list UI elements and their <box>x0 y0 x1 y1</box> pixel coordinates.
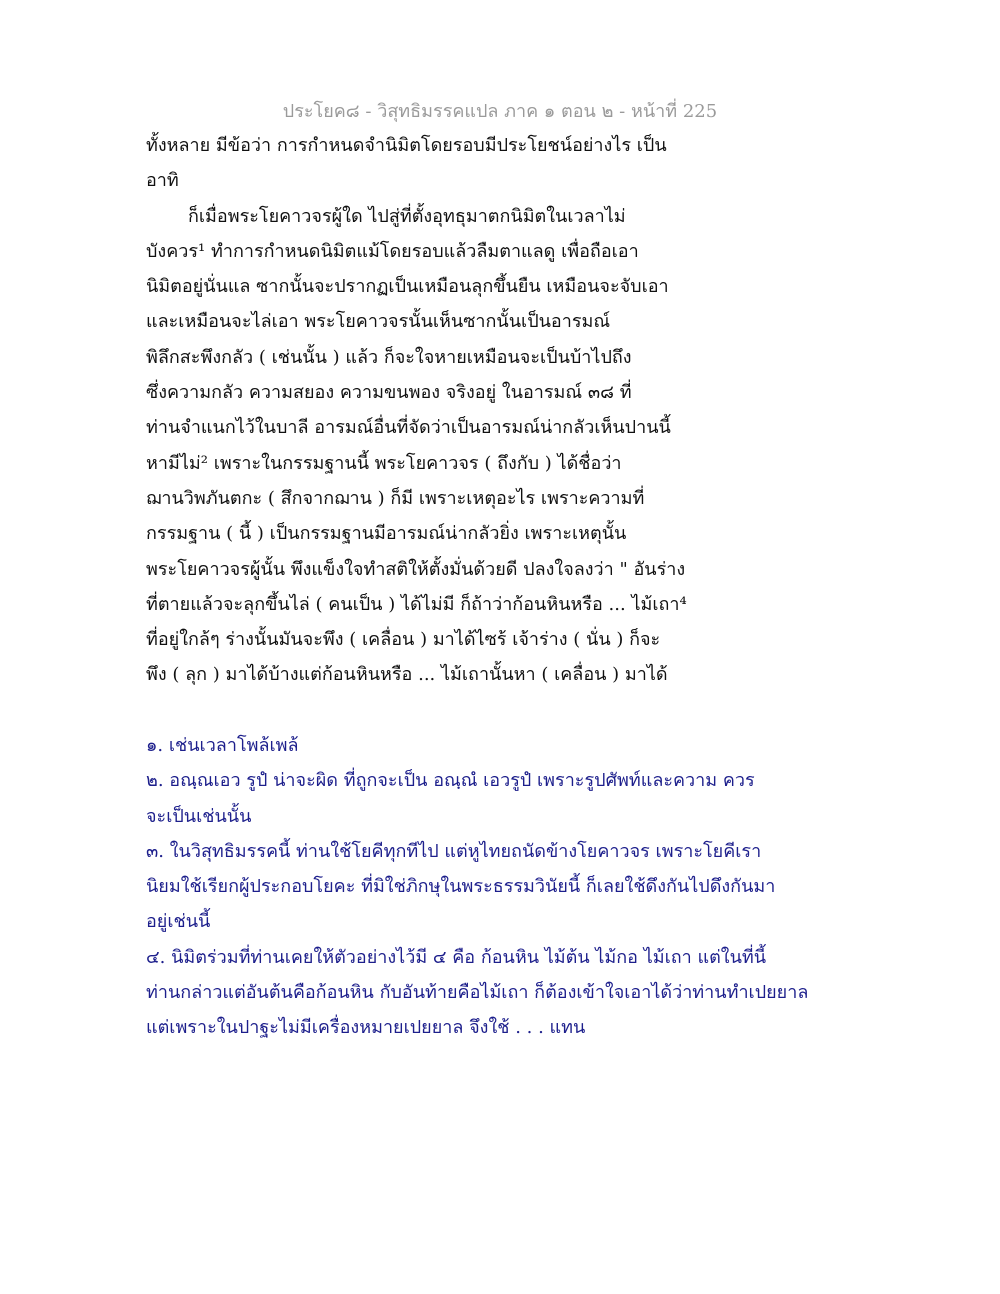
text-line: ก็เมื่อพระโยคาวจรผู้ใด ไปสู่ที่ตั้งอุทธุมาตกนิมิตในเวลาไม่ <box>188 205 626 227</box>
text-line: ท่านจำแนกไว้ในบาลี อารมณ์อื่นที่จัดว่าเป็นอารมณ์น่ากลัวเห็นปานนี้ <box>146 417 671 439</box>
text-line: นิมิตอยู่นั่นแล ซากนั้นจะปรากฏเป็นเหมือนลุกขึ้นยืน เหมือนจะจับเอา <box>146 276 669 298</box>
footnote-line: ๑. เช่นเวลาโพล้เพล้ <box>146 735 299 756</box>
footnote-line: ๔. นิมิตร่วมที่ท่านเคยให้ตัวอย่างไว้มี ๔ คือ ก้อนหิน ไม้ต้น ไม้กอ ไม้เถา แต่ในที่นี้ <box>146 946 767 968</box>
running-header: ประโยค๘ - วิสุทธิมรรคแปล ภาค ๑ ตอน ๒ - หน้าที่ 225 <box>282 101 718 122</box>
text-line: อาทิ <box>146 170 179 192</box>
text-line: ฌานวิพภันตกะ ( สึกจากฌาน ) ก็มี เพราะเหตุอะไร เพราะความที่ <box>146 487 645 509</box>
text-line: และเหมือนจะไล่เอา พระโยคาวจรนั้นเห็นซากนั้นเป็นอารมณ์ <box>146 311 611 333</box>
text-line: ซึ่งความกลัว ความสยอง ความขนพอง จริงอยู่ ในอารมณ์ ๓๘ ที่ <box>146 382 632 404</box>
footnote-line: ท่านกล่าวแต่อันต้นคือก้อนหิน กับอันท้ายคือไม้เถา ก็ต้องเข้าใจเอาได้ว่าท่านทำเปยยาล <box>146 982 809 1004</box>
text-line: พระโยคาวจรผู้นั้น พึงแข็งใจทำสติให้ตั้งมั่นด้วยดี ปลงใจลงว่า " อันร่าง <box>146 558 686 580</box>
footnote-line: แต่เพราะในปาฐะไม่มีเครื่องหมายเปยยาล จึงใช้ . . . แทน <box>146 1017 586 1039</box>
text-line: บังควร¹ ทำการกำหนดนิมิตแม้โดยรอบแล้วลืมตาแลดู เพื่อถือเอา <box>146 240 639 262</box>
text-line: ทั้งหลาย มีข้อว่า การกำหนดจำนิมิตโดยรอบมีประโยชน์อย่างไร เป็น <box>146 135 667 156</box>
main-text <box>146 128 866 693</box>
text-line: กรรมฐาน ( นี้ ) เป็นกรรมฐานมีอารมณ์น่ากลัวยิ่ง เพราะเหตุนั้น <box>146 523 627 545</box>
footnote-line: อยู่เช่นนี้ <box>146 911 211 933</box>
text-line: พึง ( ลุก ) มาได้บ้างแต่ก้อนหินหรือ ... ไม้เถานั้นหา ( เคลื่อน ) มาได้ <box>146 664 668 686</box>
text-line: หามีไม่² เพราะในกรรมฐานนี้ พระโยคาวจร ( ถึงกับ ) ได้ชื่อว่า <box>146 452 622 474</box>
footnote-line: นิยมใช้เรียกผู้ประกอบโยคะ ที่มิใช่ภิกษุในพระธรรมวินัยนี้ ก็เลยใช้ดึงกันไปดึงกันมา <box>146 876 776 898</box>
footnote-line: จะเป็นเช่นนั้น <box>146 805 252 827</box>
footnote-line: ๒. อณฺณเอว รูปํ น่าจะผิด ที่ถูกจะเป็น อณฺณํ เอวรูปํ เพราะรูปศัพท์และความ ควร <box>146 770 755 792</box>
footnotes <box>146 728 866 1046</box>
text-line: ที่อยู่ใกล้ๆ ร่างนั้นมันจะพึง ( เคลื่อน ) มาได้ไซร้ เจ้าร่าง ( นั่น ) ก็จะ <box>146 629 661 651</box>
footnote-line: ๓. ในวิสุทธิมรรคนี้ ท่านใช้โยคีทุกทีไป แต่หูไทยถนัดข้างโยคาวจร เพราะโยคีเรา <box>146 840 762 862</box>
text-line: พิลึกสะพึงกลัว ( เช่นนั้น ) แล้ว ก็จะใจหายเหมือนจะเป็นบ้าไปถึง <box>146 346 632 368</box>
text-line: ที่ตายแล้วจะลุกขึ้นไล่ ( คนเป็น ) ได้ไม่มี ก็ถ้าว่าก้อนหินหรือ ... ไม้เถา⁴ <box>146 593 687 615</box>
